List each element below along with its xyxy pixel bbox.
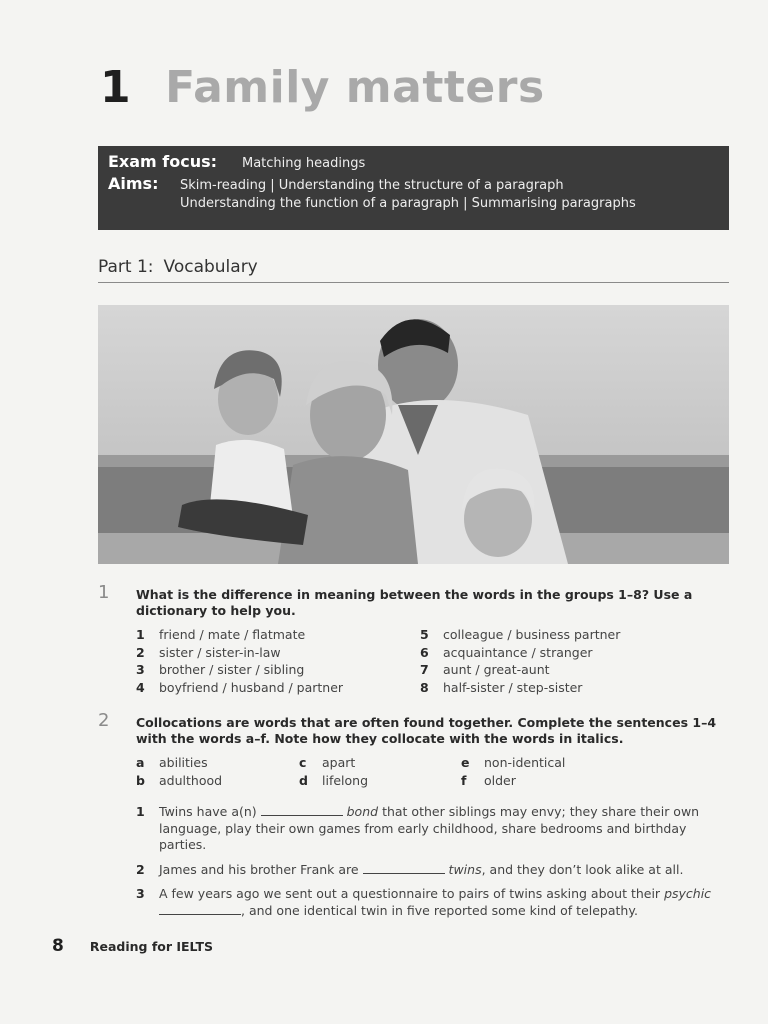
aims-line-1: Skim-reading | Understanding the structure of a paragraph	[180, 178, 564, 193]
exam-focus-text: Matching headings	[242, 156, 366, 171]
list-item: c apart	[299, 755, 356, 770]
exercise-1-list-left	[136, 626, 343, 696]
exercise-1-list-right	[420, 626, 620, 696]
list-item: 7 aunt / great-aunt	[420, 662, 550, 677]
part-label: Part 1:	[98, 257, 154, 277]
part-heading	[98, 257, 729, 283]
word-bank-col-2	[299, 754, 368, 789]
word-bank-col-3	[461, 754, 565, 789]
exercise-1-instruction: What is the difference in meaning between the words in the groups 1–8? Use a dictionary to help you.	[136, 587, 693, 618]
list-item: b adulthood	[136, 772, 223, 788]
chapter-number: 1	[100, 62, 132, 113]
list-item: f older	[461, 772, 516, 788]
answer-blank[interactable]	[261, 805, 343, 816]
list-item: 3 brother / sister / sibling	[136, 662, 305, 677]
list-item: d lifelong	[299, 772, 369, 788]
exercise-2-instruction: Collocations are words that are often found together. Complete the sentences 1–4 with the words a–f. Note how they collocate with the words in italics.	[136, 715, 717, 746]
page-footer	[52, 936, 213, 956]
family-photo-illustration	[98, 305, 729, 564]
sentence-1: 1 Twins have a(n) bond that other siblings may envy; they share their own language, play their own games from early childhood, share bedrooms and birthday parties.	[136, 804, 700, 852]
family-photo	[98, 305, 729, 564]
list-item: 5 colleague / business partner	[420, 627, 621, 642]
exam-focus-row	[108, 152, 719, 171]
answer-blank[interactable]	[363, 863, 445, 874]
list-item: 6 acquaintance / stranger	[420, 644, 593, 660]
aims-line-2: Understanding the function of a paragraph | Summarising paragraphs	[180, 196, 636, 211]
exercise-1-number: 1	[98, 582, 110, 603]
answer-blank[interactable]	[159, 904, 241, 915]
aims-row-2	[108, 196, 719, 211]
part-title: Vocabulary	[163, 257, 258, 277]
list-item: 1 friend / mate / flatmate	[136, 627, 306, 642]
sentence-2: 2 James and his brother Frank are twins, and they don’t look alike at all.	[136, 862, 684, 877]
aims-label: Aims:	[108, 174, 159, 193]
aims-row	[108, 174, 719, 193]
list-item: 8 half-sister / step-sister	[420, 679, 583, 695]
list-item: e non-identical	[461, 755, 566, 770]
page-number: 8	[52, 936, 64, 956]
list-item: 4 boyfriend / husband / partner	[136, 679, 344, 695]
exam-focus-box	[98, 146, 729, 230]
book-title: Reading for IELTS	[89, 939, 213, 954]
list-item: 2 sister / sister-in-law	[136, 644, 281, 660]
chapter-title	[100, 62, 545, 113]
exam-focus-label: Exam focus:	[108, 152, 218, 171]
list-item: a abilities	[136, 755, 208, 770]
sentence-3: 3 A few years ago we sent out a questionnaire to pairs of twins asking about their psychic , and one identical twin in five reported some kind of telepathy.	[136, 886, 712, 918]
word-bank-col-1	[136, 754, 222, 789]
exercise-2-number: 2	[98, 710, 110, 731]
chapter-name: Family matters	[165, 62, 545, 113]
